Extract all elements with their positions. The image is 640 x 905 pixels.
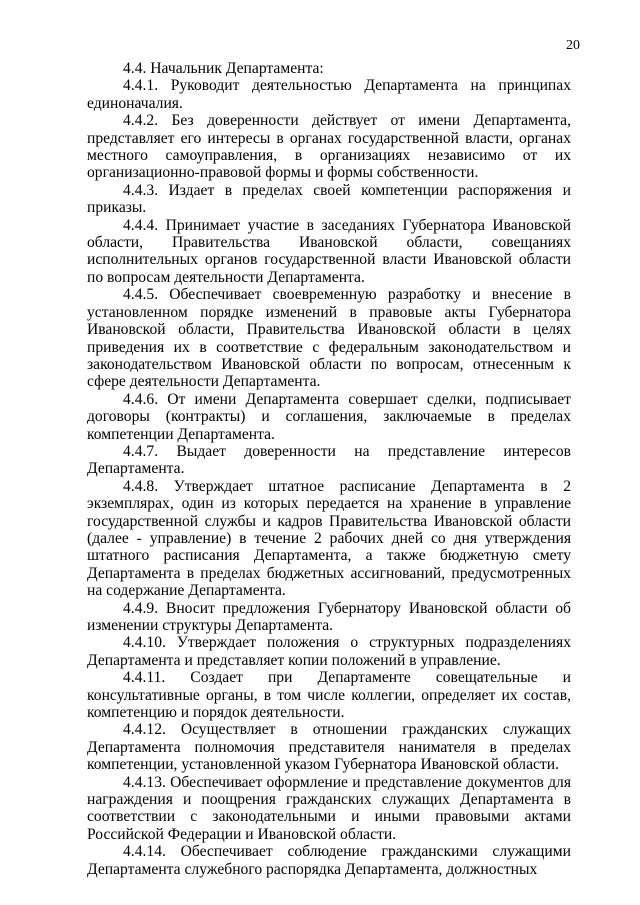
clause-4-4-6: 4.4.6. От имени Департамента совершает сделки, подписывает договоры (контракты) и соглашения, заключаемые в пределах компетенции Департамента. [87,390,571,443]
clause-4-4-3: 4.4.3. Издает в пределах своей компетенции распоряжения и приказы. [87,181,571,217]
clause-4-4-10: 4.4.10. Утверждает положения о структурных подразделениях Департамента и представляет копии положений в управление. [87,634,571,669]
section-heading: 4.4. Начальник Департамента: [123,60,324,77]
clause-4-4-11: 4.4.11. Создает при Департаменте совещательные и консультативные органы, в том числе коллегии, определяет их состав, компетенцию и порядок деятельности. [87,669,571,722]
page-number: 20 [566,38,580,53]
clause-4-4-1: 4.4.1. Руководит деятельностью Департамента на принципах единоначалия. [87,77,571,112]
document-body [87,60,571,878]
clause-4-4-12: 4.4.12. Осуществляет в отношении гражданских служащих Департамента полномочия представителя нанимателя в пределах компетенции, установленной указом Губернатора Ивановской области. [87,721,571,774]
clause-4-4-9: 4.4.9. Вносит предложения Губернатору Ивановской области об изменении структуры Департамента. [87,599,571,634]
clause-4-4-13: 4.4.13. Обеспечивает оформление и представление документов для награждения и поощрения гражданских служащих Департамента в соответствии с законодательными и иными правовыми актами Российской Федерации и Ивановской области. [87,773,571,843]
clause-4-4-4: 4.4.4. Принимает участие в заседаниях Губернатора Ивановской области, Правительства Ивановской области, совещаниях исполнительных органов государственной власти Ивановской области по вопросам деятельности Департамента. [87,216,571,286]
clause-4-4-8: 4.4.8. Утверждает штатное расписание Департамента в 2 экземплярах, один из которых передается на хранение в управление государственной службы и кадров Правительства Ивановской области (далее - управление) в течение 2 рабочих дней со дня утверждения штатного расписания Департамента, а также бюджетную смету Департамента в пределах бюджетных ассигнований, предусмотренных на содержание Департамента. [87,477,571,600]
clause-4-4-5: 4.4.5. Обеспечивает своевременную разработку и внесение в установленном порядке изменений в правовые акты Губернатора Ивановской области, Правительства Ивановской области в целях приведения их в соответствие с федеральным законодательством и законодательством Ивановской области по вопросам, отнесенным к сфере деятельности Департамента. [87,286,571,391]
clause-4-4-7: 4.4.7. Выдает доверенности на представление интересов Департамента. [87,442,571,478]
clause-4-4-2: 4.4.2. Без доверенности действует от имени Департамента, представляет его интересы в органах государственной власти, органах местного самоуправления, в организациях независимо от их организационно-правовой формы и формы собственности. [87,112,571,182]
clause-4-4-14: 4.4.14. Обеспечивает соблюдение гражданскими служащими Департамента служебного распорядка Департамента, должностных [87,843,571,878]
